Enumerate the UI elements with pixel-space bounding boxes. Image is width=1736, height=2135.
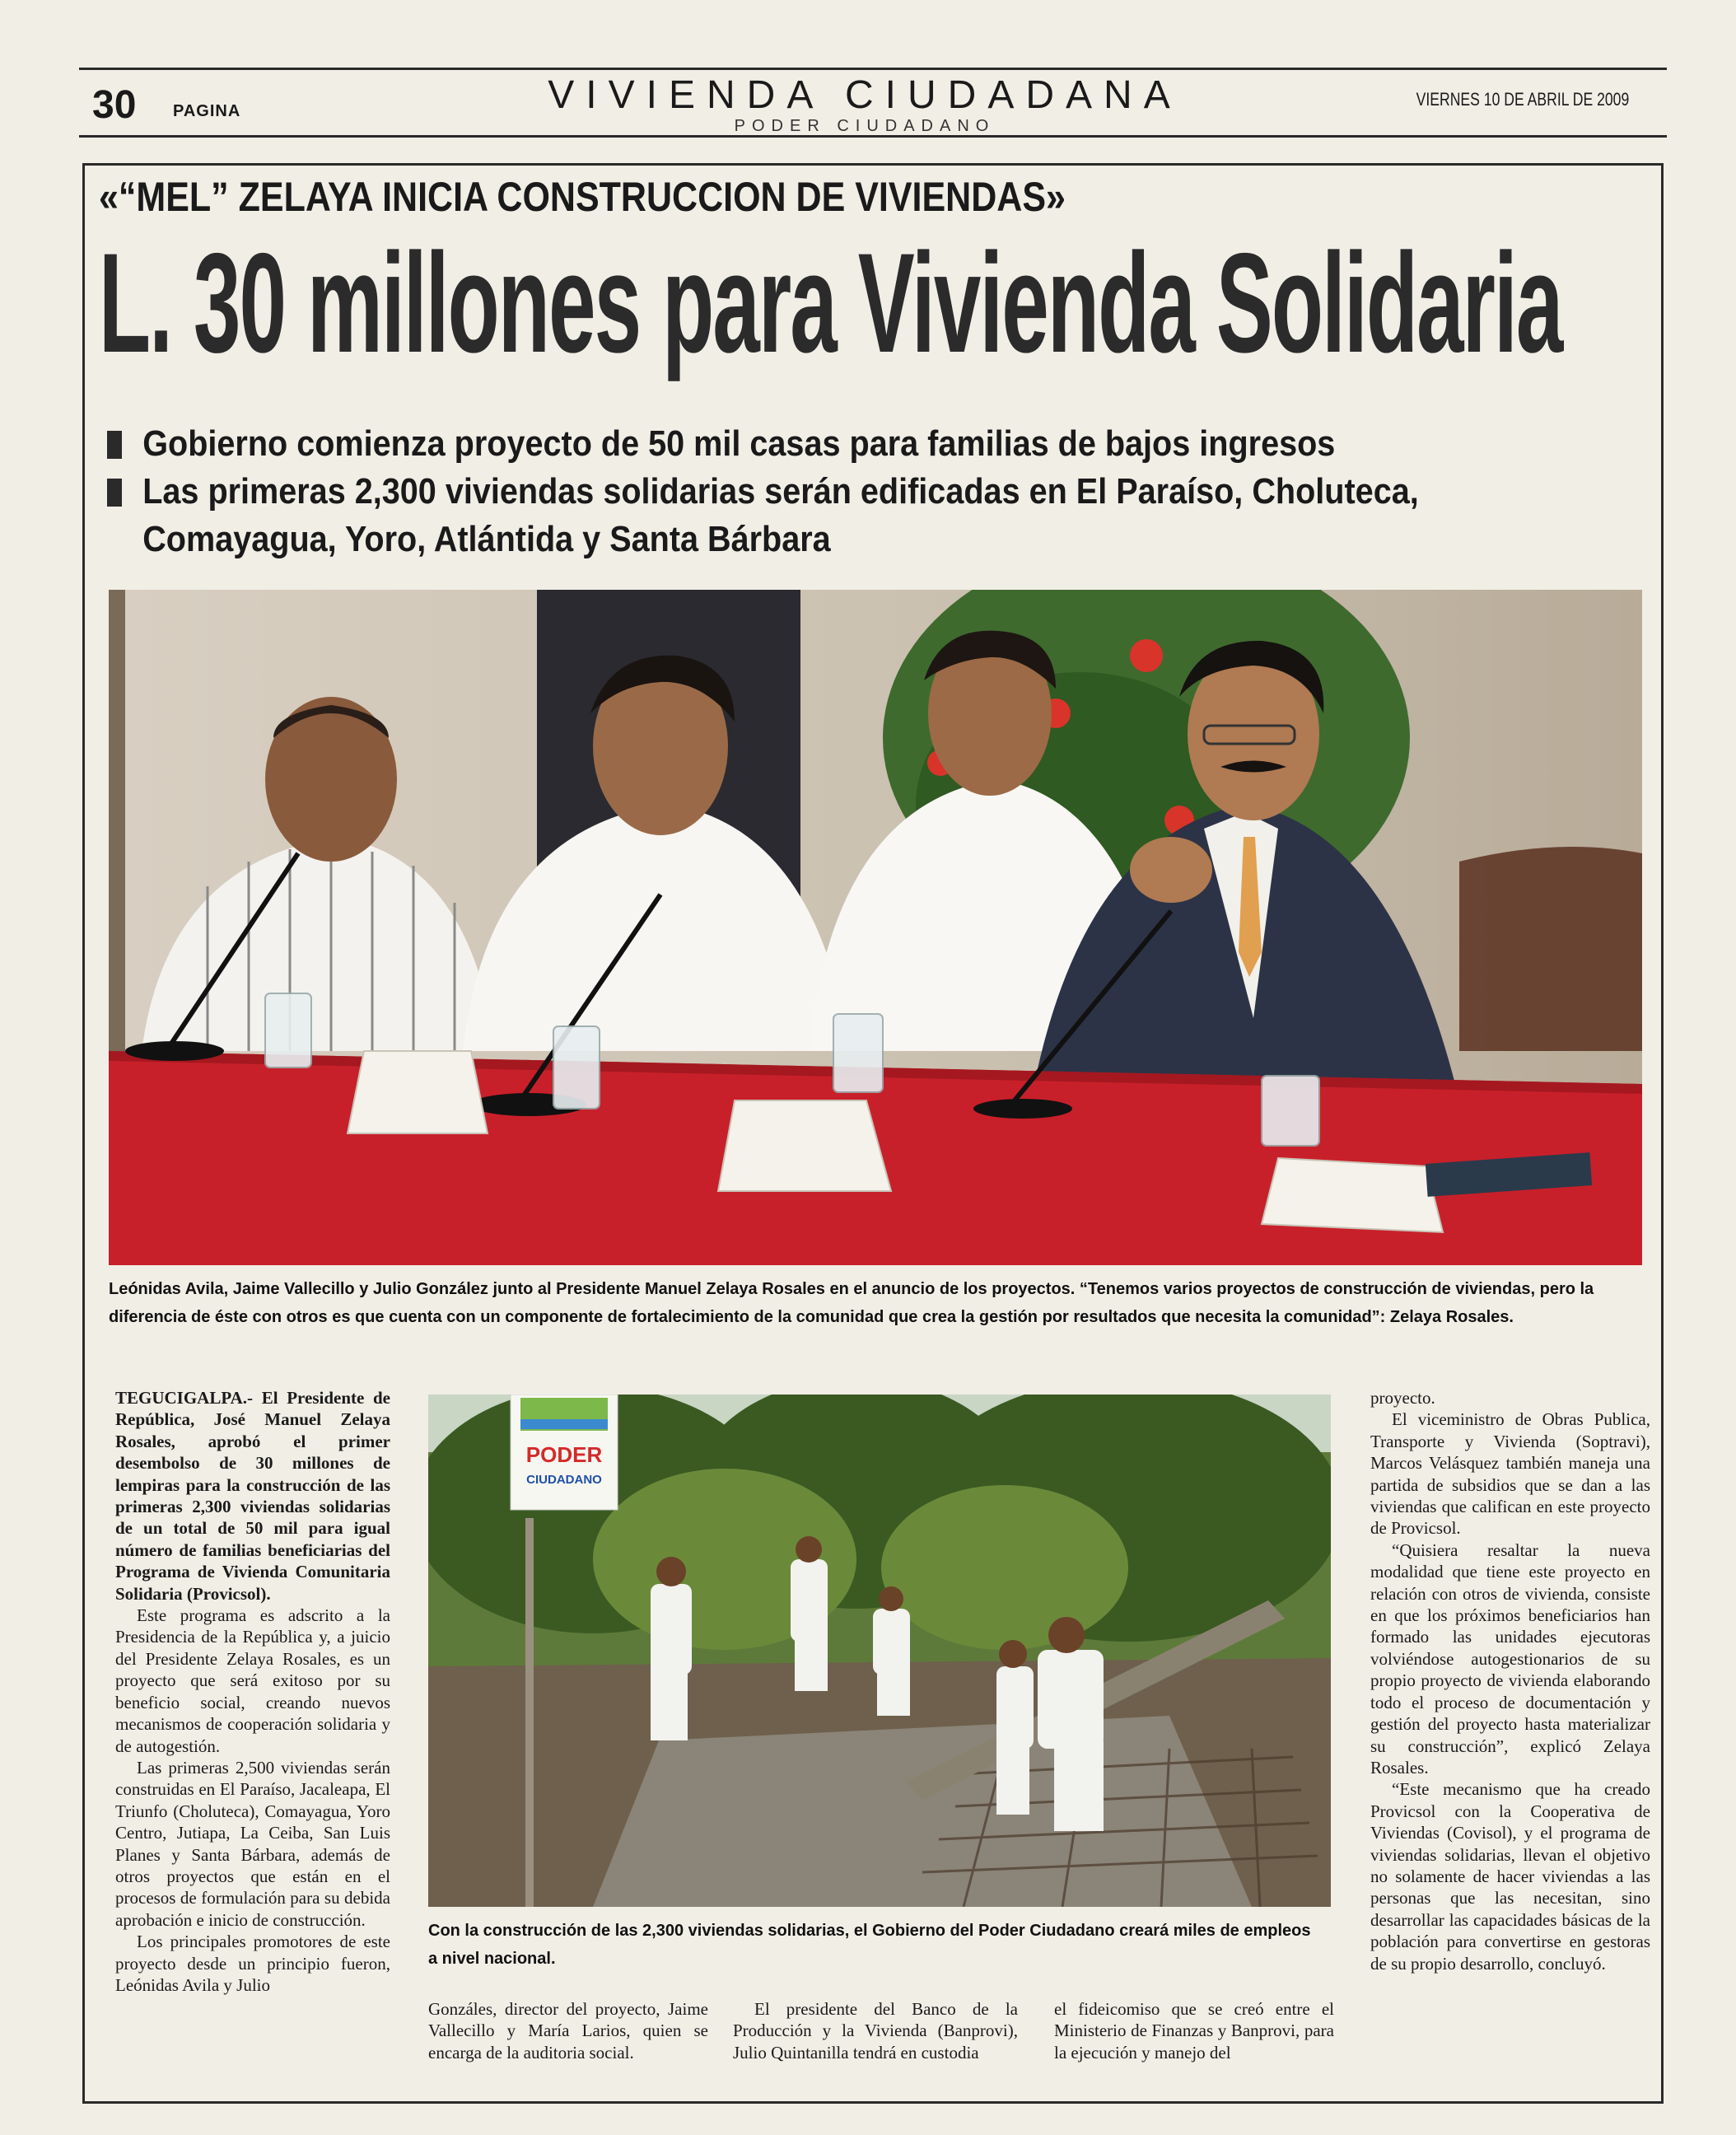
body-column-2 (428, 1998, 708, 2063)
paragraph: Las primeras 2,500 viviendas serán construidas en El Paraíso, Jacaleapa, El Triunfo (Choluteca), Comayagua, Yoro Centro, Jutiapa, La Ceiba, San Luis Planes y Santa Bárbara, además de otros proyectos que están en el procesos de formulación para su debida aprobación e inicio de construcción. (115, 1757, 390, 1930)
press-conference-illustration (109, 590, 1642, 1265)
section-title: VIVIENDA CIUDADANA (548, 73, 1182, 117)
deck-line-1: Gobierno comienza proyecto de 50 mil casas para familias de bajos ingresos (107, 420, 1486, 468)
body-column-1 (115, 1387, 390, 1996)
paragraph: Este programa es adscrito a la Presidencia de la República y, a juicio del Presidente Zelaya Rosales, es un proyecto que será exitoso por su beneficio social, creando nuevos mecanismos de cooperación solidaria y de autogestión. (115, 1605, 390, 1756)
sign-word-2: CIUDADANO (526, 1473, 602, 1487)
construction-photo (428, 1395, 1331, 1907)
bullet-square-icon (107, 479, 122, 507)
paragraph: TEGUCIGALPA.- El Presidente de República, José Manuel Zelaya Rosales, aprobó el primer desembolso de 30 millones de lempiras para la construcción de las primeras 2,300 viviendas solidarias de un total de 50 mil para igual número de familias beneficiarias del Programa de Vivienda Comunitaria Solidaria (Provicsol). (115, 1388, 390, 1604)
dateline: TEGUCIGALPA.- (115, 1388, 254, 1408)
article-kicker: «“MEL” ZELAYA INICIA CONSTRUCCION DE VIVIENDAS» (99, 174, 1066, 220)
photo2-caption: Con la construcción de las 2,300 viviendas solidarias, el Gobierno del Poder Ciudadano creará miles de empleos a nivel nacional. (428, 1922, 1311, 1968)
construction-illustration (428, 1395, 1331, 1907)
body-column-3 (733, 1998, 1018, 2063)
page-number: 30 (92, 83, 137, 127)
section-subtitle: PODER CIUDADANO (734, 117, 996, 135)
body-column-5 (1370, 1387, 1650, 1974)
deck-line-3: Comayagua, Yoro, Atlántida y Santa Bárbara (142, 519, 831, 559)
paragraph: El viceministro de Obras Publica, Transporte y Vivienda (Soptravi), Marcos Velásquez también maneja una partida de subsidios que se dan a las viviendas que califican en este proyecto de Provicsol. (1370, 1409, 1650, 1539)
article-headline: L. 30 millones para Vivienda Solidaria (99, 224, 1562, 382)
page-label: PAGINA (173, 102, 241, 120)
body-column-4 (1054, 1998, 1334, 2063)
deck-line-2: Las primeras 2,300 viviendas solidarias serán edificadas en El Paraíso, Choluteca, (107, 468, 1486, 516)
paragraph: Los principales promotores de este proyecto desde un principio fueron, Leónidas Avila y Julio (115, 1932, 390, 1995)
sign-word-1: PODER (525, 1442, 603, 1467)
issue-date: VIERNES 10 DE ABRIL DE 2009 (1416, 89, 1629, 110)
header-top-rule (79, 68, 1667, 70)
paragraph: proyecto. (1370, 1388, 1435, 1408)
press-conference-photo (109, 590, 1642, 1265)
photo1-caption: Leónidas Avila, Jaime Vallecillo y Julio González junto al Presidente Manuel Zelaya Rosales en el anuncio de los proyectos. “Tenemos varios proyectos de construcción de viviendas, pero la diferencia de éste con otros es que cuenta con un componente de fortalecimiento de la comunidad que crea la gestión por resultados que necesita la comunidad”: Zelaya Rosales. (109, 1280, 1594, 1326)
header-bottom-rule (79, 135, 1667, 138)
paragraph: Gonzáles, director del proyecto, Jaime Vallecillo y María Larios, quien se encarga de la auditoria social. (428, 1999, 708, 2063)
paragraph: El presidente del Banco de la Producción y la Vivienda (Banprovi), Julio Quintanilla tendrá en custodia (733, 1999, 1018, 2063)
paragraph: “Quisiera resaltar la nueva modalidad que tiene este proyecto en relación con otros de vivienda, consiste en que los próximos beneficiarios han formado las unidades ejecutoras volviéndose autogestionarios de su propio proyecto de vivienda elaborando todo el proceso de documentación y gestión del proyecto hasta materializar su construcción”, explicó Zelaya Rosales. (1370, 1539, 1650, 1778)
paragraph: el fideicomiso que se creó entre el Ministerio de Finanzas y Banprovi, para la ejecución y manejo del (1054, 1999, 1334, 2063)
paragraph: “Este mecanismo que ha creado Provicsol con la Cooperativa de Viviendas (Covisol), y el programa de viviendas solidarias, llevan el objetivo no solamente de hacer viviendas a las personas que las necesitan, sino desarrollar las capacidades básicas de la población para convertirse en gestoras de su propio desarrollo, concluyó. (1370, 1779, 1650, 1974)
bullet-square-icon (107, 431, 122, 459)
